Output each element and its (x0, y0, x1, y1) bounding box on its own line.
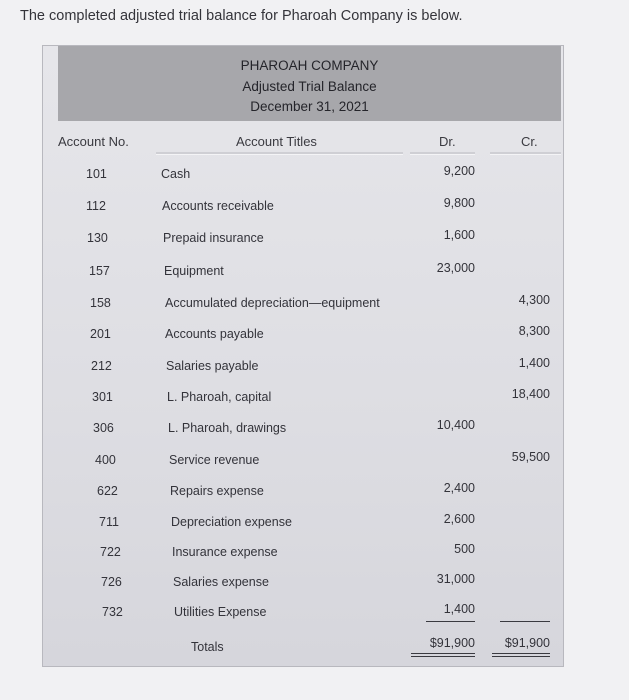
account-title: Cash (161, 167, 191, 181)
account-title: Repairs expense (170, 484, 264, 498)
column-header-credit: Cr. (521, 134, 538, 149)
account-number: 301 (92, 390, 113, 404)
account-number: 112 (86, 199, 106, 213)
account-number: 711 (99, 515, 119, 529)
account-title: Equipment (164, 264, 224, 278)
debit-amount: 500 (454, 542, 475, 556)
account-title: Prepaid insurance (163, 231, 264, 245)
account-title: L. Pharoah, capital (167, 390, 272, 404)
subtotal-rule (500, 621, 550, 622)
account-title: Salaries payable (166, 359, 259, 373)
account-title: Service revenue (169, 453, 260, 467)
account-title: Utilities Expense (174, 605, 267, 619)
account-number: 306 (93, 421, 114, 435)
credit-amount: 18,400 (511, 387, 550, 401)
account-number: 212 (91, 359, 112, 373)
debit-amount: 1,600 (443, 228, 475, 242)
account-number: 201 (90, 327, 111, 341)
statement-header (58, 46, 561, 121)
intro-text: The completed adjusted trial balance for Pharoah Company is below. (20, 8, 463, 24)
totals-label: Totals (191, 640, 224, 654)
total-credit: $91,900 (504, 636, 550, 650)
trial-balance-table (42, 45, 564, 667)
credit-amount: 4,300 (518, 293, 550, 307)
account-title: Accumulated depreciation—equipment (165, 296, 380, 310)
account-number: 158 (90, 296, 111, 310)
account-number: 726 (101, 575, 122, 589)
account-title: Insurance expense (172, 545, 278, 559)
account-title: Salaries expense (173, 575, 269, 589)
credit-amount: 59,500 (511, 450, 550, 464)
total-double-rule (411, 653, 475, 654)
total-double-rule (492, 656, 550, 657)
column-header-debit: Dr. (439, 134, 456, 149)
debit-amount: 31,000 (436, 572, 475, 586)
debit-amount: 23,000 (436, 261, 475, 275)
header-divider (156, 152, 403, 154)
account-title: Accounts receivable (162, 199, 274, 213)
account-title: L. Pharoah, drawings (168, 421, 287, 435)
header-divider (490, 152, 561, 154)
debit-amount: 2,600 (443, 512, 475, 526)
company-name: PHAROAH COMPANY (240, 58, 379, 73)
statement-date: December 31, 2021 (250, 99, 369, 114)
account-number: 622 (97, 484, 118, 498)
total-debit: $91,900 (429, 636, 475, 650)
total-double-rule (411, 656, 475, 657)
account-number: 130 (87, 231, 108, 245)
header-divider (410, 152, 475, 154)
debit-amount: 10,400 (436, 418, 475, 432)
account-title: Depreciation expense (171, 515, 292, 529)
credit-amount: 1,400 (518, 356, 550, 370)
debit-amount: 2,400 (443, 481, 475, 495)
account-number: 101 (86, 167, 107, 181)
credit-amount: 8,300 (518, 324, 550, 338)
account-title: Accounts payable (165, 327, 264, 341)
account-number: 732 (102, 605, 123, 619)
column-header-account-no: Account No. (58, 134, 129, 149)
account-number: 400 (95, 453, 116, 467)
subtotal-rule (426, 621, 475, 622)
account-number: 157 (89, 264, 110, 278)
account-number: 722 (100, 545, 121, 559)
column-header-account-titles: Account Titles (236, 134, 317, 149)
debit-amount: 1,400 (443, 602, 475, 616)
statement-title: Adjusted Trial Balance (242, 79, 377, 94)
debit-amount: 9,200 (443, 164, 475, 178)
total-double-rule (492, 653, 550, 654)
debit-amount: 9,800 (443, 196, 475, 210)
